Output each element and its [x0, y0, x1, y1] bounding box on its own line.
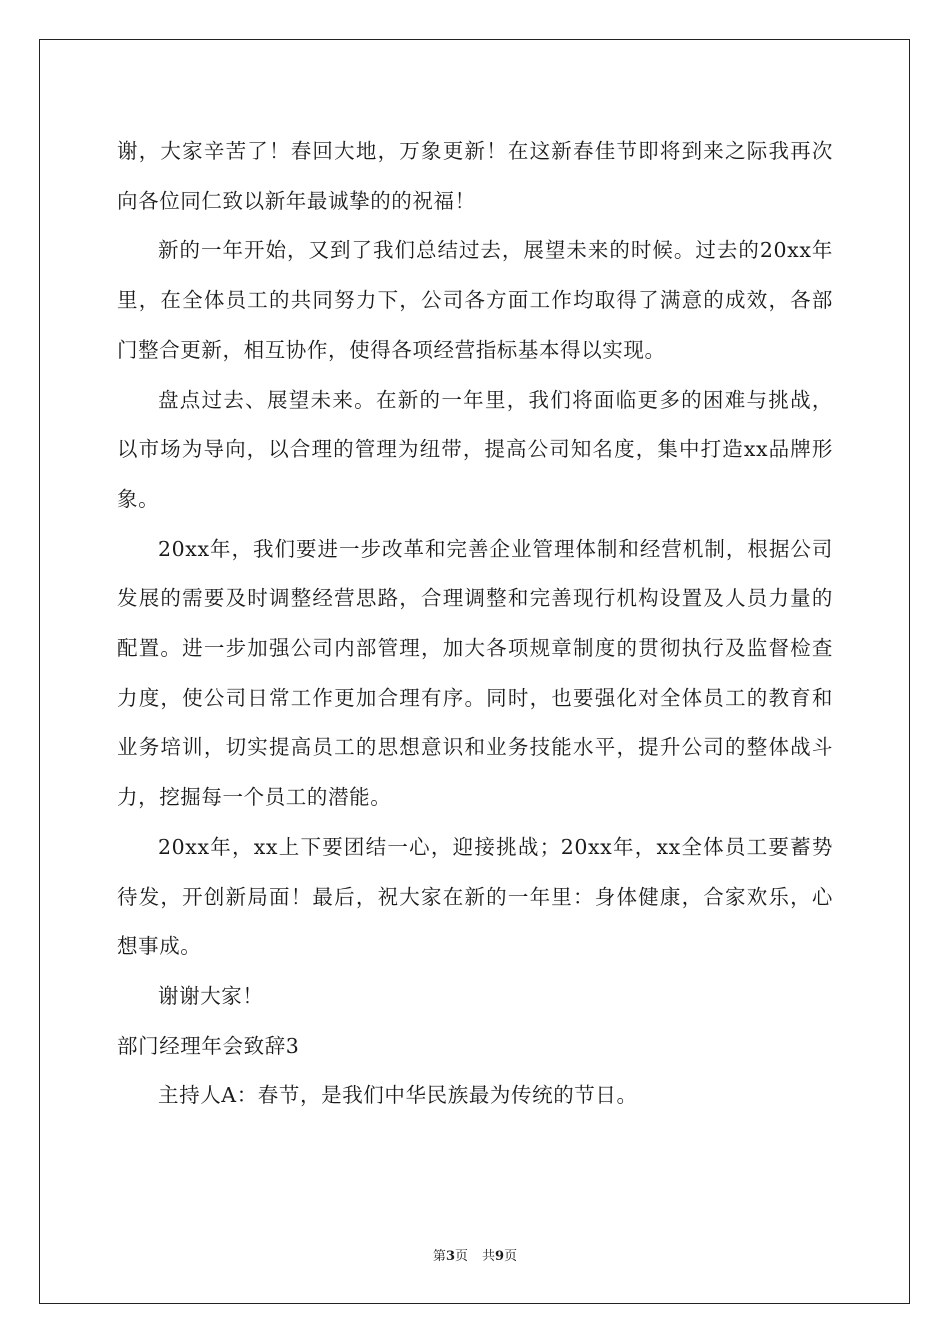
paragraph-host-a: 主持人A：春节，是我们中华民族最为传统的节日。: [158, 1083, 638, 1108]
footer-total-unit: 页: [504, 1249, 518, 1264]
footer-current-page: 3: [445, 1249, 455, 1264]
page-footer: [0, 1245, 950, 1264]
paragraph-continuation: 谢，大家辛苦了！春回大地，万象更新！在这新春佳节即将到来之际我再次向各位同仁致以新年最诚挚的的祝福！: [117, 139, 833, 213]
section-heading: 部门经理年会致辞3: [117, 1033, 300, 1058]
footer-page-unit: 页: [454, 1249, 468, 1264]
footer-total-pages: 9: [495, 1249, 505, 1264]
footer-prefix: 第: [432, 1249, 446, 1264]
footer-total-prefix: 共: [482, 1249, 496, 1264]
paragraph-review: 新的一年开始，又到了我们总结过去，展望未来的时候。过去的20xx年里，在全体员工的共同努力下，公司各方面工作均取得了满意的成效，各部门整合更新，相互协作，使得各项经营指标基本得以实现。: [117, 238, 833, 362]
paragraph-outlook: 盘点过去、展望未来。在新的一年里，我们将面临更多的困难与挑战，以市场为导向，以合理的管理为纽带，提高公司知名度，集中打造xx品牌形象。: [117, 387, 833, 511]
paragraph-thanks: 谢谢大家！: [158, 983, 264, 1008]
document-body: [117, 127, 833, 1121]
paragraph-wishes: 20xx年，xx上下要团结一心，迎接挑战；20xx年，xx全体员工要蓄势待发，开创新局面！最后，祝大家在新的一年里：身体健康，合家欢乐，心想事成。: [117, 834, 833, 959]
paragraph-reform: 20xx年，我们要进一步改革和完善企业管理体制和经营机制，根据公司发展的需要及时调整经营思路，合理调整和完善现行机构设置及人员力量的配置。进一步加强公司内部管理，加大各项规章制度的贯彻执行及监督检查力度，使公司日常工作更加合理有序。同时，也要强化对全体员工的教育和业务培训，切实提高员工的思想意识和业务技能水平，提升公司的整体战斗力，挖掘每一个员工的潜能。: [117, 536, 833, 810]
